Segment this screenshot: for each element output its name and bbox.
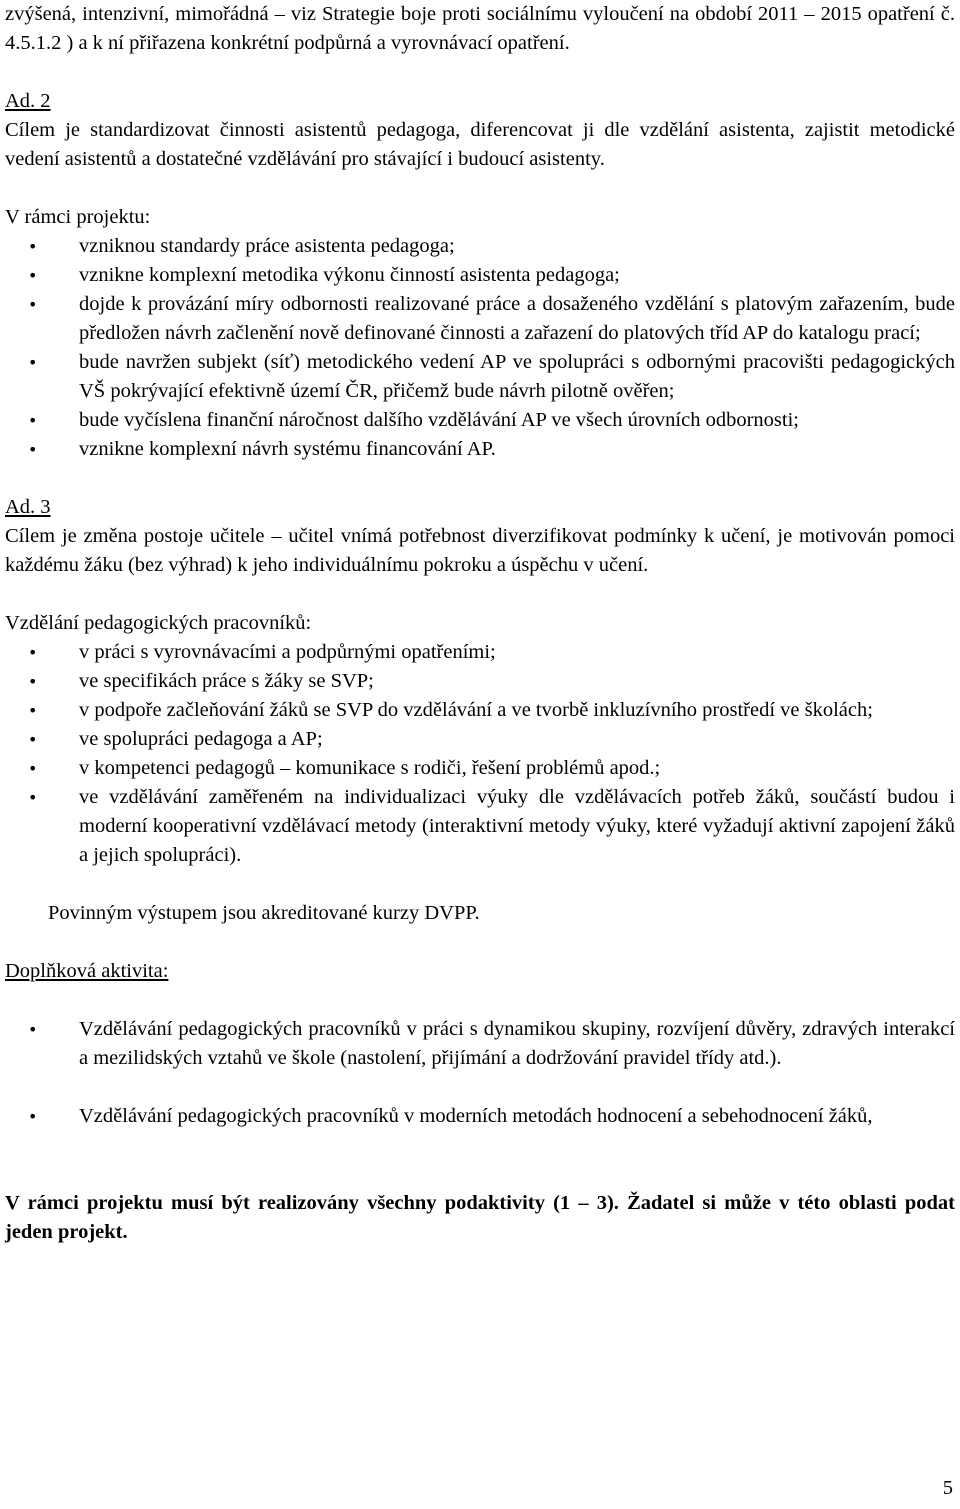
list-item: • v kompetenci pedagogů – komunikace s rodiči, řešení problémů apod.; bbox=[5, 754, 955, 783]
list-item: • v práci s vyrovnávacími a podpůrnými opatřeními; bbox=[5, 638, 955, 667]
spacer bbox=[5, 580, 955, 609]
ad2-label: Ad. 2 bbox=[5, 90, 51, 112]
closing-statement: V rámci projektu musí být realizovány všechny podaktivity (1 – 3). Žadatel si může v této oblasti podat jeden projekt. bbox=[5, 1192, 955, 1243]
ad3-list-title: Vzdělání pedagogických pracovníků: bbox=[5, 612, 312, 634]
list-item: • Vzdělávání pedagogických pracovníků v práci s dynamikou skupiny, rozvíjení důvěry, zdravých interakcí a mezilidských vztahů ve škole (nastolení, přijímání a dodržování pravidel třídy atd.). bbox=[5, 1015, 955, 1073]
intro-paragraph: zvýšená, intenzivní, mimořádná – viz Strategie boje proti sociálnímu vyloučení na období 2011 – 2015 opatření č. 4.5.1.2 ) a k ní přiřazena konkrétní podpůrná a vyrovnávací opatření. bbox=[5, 3, 955, 54]
list-item: • ve vzdělávání zaměřeném na individualizaci výuky dle vzdělávacích potřeb žáků, součástí budou i moderní kooperativní vzdělávací metody (interaktivní metody výuky, které vyžadují aktivní zapojení žáků a jejich spolupráci). bbox=[5, 783, 955, 870]
spacer bbox=[5, 986, 955, 1015]
list-item: • bude vyčíslena finanční náročnost dalšího vzdělávání AP ve všech úrovních odbornosti; bbox=[5, 406, 955, 435]
spacer bbox=[5, 870, 955, 899]
supplementary-list-1 bbox=[5, 1015, 955, 1073]
spacer bbox=[5, 174, 955, 203]
list-item: • ve specifikách práce s žáky se SVP; bbox=[5, 667, 955, 696]
spacer bbox=[5, 928, 955, 957]
spacer bbox=[5, 58, 955, 87]
ad3-goal: Cílem je změna postoje učitele – učitel vnímá potřebnost diverzifikovat podmínky k učení, je motivován pomoci každému žáku (bez výhrad) k jeho individuálnímu pokroku a úspěchu v učení. bbox=[5, 525, 955, 576]
page-number: 5 bbox=[942, 1477, 953, 1499]
document-page bbox=[5, 0, 955, 1247]
ad2-list-title: V rámci projektu: bbox=[5, 206, 151, 228]
supplementary-list-2 bbox=[5, 1102, 955, 1131]
supplementary-label: Doplňková aktivita: bbox=[5, 960, 169, 982]
spacer bbox=[5, 464, 955, 493]
list-item: • vznikne komplexní metodika výkonu činností asistenta pedagoga; bbox=[5, 261, 955, 290]
list-item: • vznikne komplexní návrh systému financování AP. bbox=[5, 435, 955, 464]
ad3-label: Ad. 3 bbox=[5, 496, 51, 518]
spacer bbox=[5, 1073, 955, 1102]
list-item: • v podpoře začleňování žáků se SVP do vzdělávání a ve tvorbě inkluzívního prostředí ve školách; bbox=[5, 696, 955, 725]
list-item: • ve spolupráci pedagoga a AP; bbox=[5, 725, 955, 754]
ad3-output: Povinným výstupem jsou akreditované kurzy DVPP. bbox=[48, 902, 480, 924]
list-item: • vzniknou standardy práce asistenta pedagoga; bbox=[5, 232, 955, 261]
spacer bbox=[5, 1131, 955, 1189]
ad2-goal: Cílem je standardizovat činnosti asistentů pedagoga, diferencovat ji dle vzdělání asistenta, zajistit metodické vedení asistentů a dostatečné vzdělávání pro stávající i budoucí asistenty. bbox=[5, 119, 955, 170]
list-item: • bude navržen subjekt (síť) metodického vedení AP ve spolupráci s odbornými pracovišti pedagogických VŠ pokrývající efektivně území ČR, přičemž bude návrh pilotně ověřen; bbox=[5, 348, 955, 406]
ad3-bullet-list bbox=[5, 638, 955, 870]
list-item: • dojde k provázání míry odbornosti realizované práce a dosaženého vzdělání s platovým zařazením, bude předložen návrh začlenění nově definované činnosti a zařazení do platových tříd AP do katalogu prací; bbox=[5, 290, 955, 348]
ad2-bullet-list bbox=[5, 232, 955, 464]
list-item: • Vzdělávání pedagogických pracovníků v moderních metodách hodnocení a sebehodnocení žáků, bbox=[5, 1102, 955, 1131]
